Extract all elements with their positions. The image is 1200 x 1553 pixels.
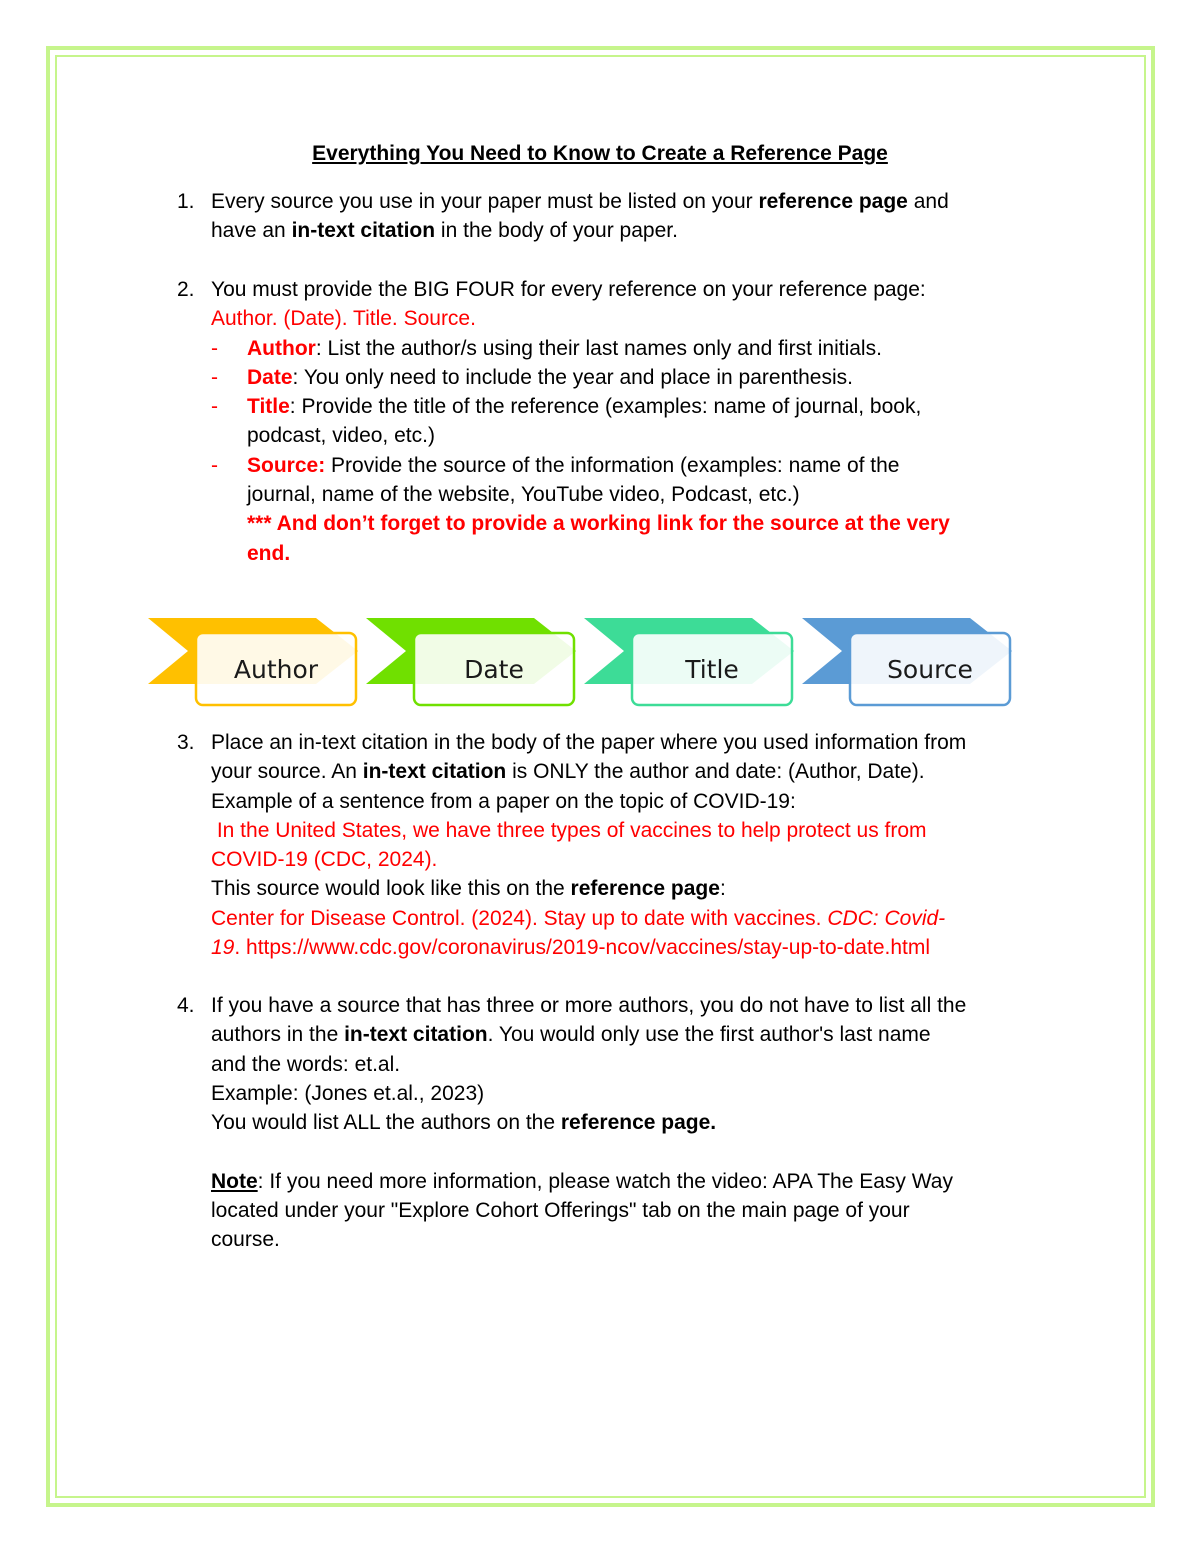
text-line: If you have a source that has three or more authors, you do not have to list all the xyxy=(211,994,967,1017)
bold-term: reference page xyxy=(758,190,908,213)
chevron-step-source xyxy=(802,618,1012,705)
text-run: have an xyxy=(211,219,292,243)
text-run: . You would only use the first author's last name xyxy=(487,1023,931,1047)
text-run: is ONLY the author and date: (Author, Date). xyxy=(506,760,925,784)
text-run: Every source you use in your paper must be listed on your xyxy=(211,190,759,213)
text-line: You must provide the BIG FOUR for every reference on your reference page: xyxy=(211,278,926,301)
example-reference-cont xyxy=(211,933,1081,962)
dash-bullet: - xyxy=(211,336,218,360)
list-number: 4. xyxy=(177,994,195,1017)
bold-term: in-text citation xyxy=(344,1023,488,1047)
text-run: : You only need to include the year and place in parenthesis. xyxy=(292,365,853,389)
page-title: Everything You Need to Know to Create a Reference Page xyxy=(312,142,888,165)
example-sentence-cont: COVID-19 (CDC, 2024). xyxy=(211,848,438,872)
note-line: located under your "Explore Cohort Offerings" tab on the main page of your xyxy=(211,1199,910,1223)
text-line xyxy=(211,757,1081,786)
example-sentence: In the United States, we have three types of vaccines to help protect us from xyxy=(211,818,927,842)
bold-term: in-text citation xyxy=(291,219,436,243)
link-warning: *** And don’t forget to provide a working link for the source at the very xyxy=(247,512,950,536)
text-line: Place an in-text citation in the body of the paper where you used information from xyxy=(211,731,967,754)
spacer xyxy=(211,1137,1081,1166)
note-label: Note xyxy=(211,1169,258,1193)
text-run: authors in the xyxy=(211,1023,345,1047)
chevron-step-author xyxy=(148,618,358,705)
bold-term: in-text citation xyxy=(362,760,507,784)
text-run: You would list ALL the authors on the xyxy=(211,1111,561,1135)
bold-term: reference page. xyxy=(560,1111,717,1135)
example-reference xyxy=(211,904,1081,933)
text-run: in the body of your paper. xyxy=(435,219,678,243)
text-run: your source. An xyxy=(211,760,363,784)
text-line: and the words: et.al. xyxy=(211,1052,401,1076)
text-run: podcast, video, etc.) xyxy=(247,424,435,448)
note-line xyxy=(211,1167,1081,1196)
bold-term: reference page xyxy=(570,877,720,901)
list-number: 3. xyxy=(177,731,195,754)
text-run: This source would look like this on the xyxy=(211,877,571,901)
text-line xyxy=(211,1108,1081,1137)
text-run: journal, name of the website, YouTube video, Podcast, etc.) xyxy=(247,483,800,507)
italic-run: 19 xyxy=(211,936,235,960)
term-title: Title xyxy=(247,395,290,419)
term-author: Author xyxy=(247,336,316,360)
text-line xyxy=(211,1020,1081,1049)
big-four-process-graphic xyxy=(0,0,1200,720)
list-number: 1. xyxy=(177,190,195,213)
list-number: 2. xyxy=(177,278,195,301)
dash-bullet: - xyxy=(211,365,218,389)
chevron-label: Source xyxy=(887,655,973,684)
italic-run: CDC: Covid- xyxy=(827,906,946,930)
chevron-label: Date xyxy=(464,655,524,684)
big-four-format: Author. (Date). Title. Source. xyxy=(211,307,476,331)
text-run: : Provide the title of the reference (examples: name of journal, book, xyxy=(289,395,922,419)
text-line: Example: (Jones et.al., 2023) xyxy=(211,1081,485,1105)
dash-bullet: - xyxy=(211,395,218,419)
dash-bullet: - xyxy=(211,453,218,477)
chevron-label: Author xyxy=(233,655,319,684)
term-date: Date xyxy=(247,365,293,389)
text-run: : If you need more information, please watch the video: APA The Easy Way xyxy=(257,1169,953,1193)
chevron-step-title xyxy=(584,618,794,705)
link-warning-cont: end. xyxy=(247,541,291,565)
reference-link: . https://www.cdc.gov/coronavirus/2019-ncov/vaccines/stay-up-to-date.html xyxy=(234,936,931,960)
text-run: : xyxy=(719,877,726,901)
text-run: : List the author/s using their last names only and first initials. xyxy=(315,336,882,360)
term-source: Source: xyxy=(247,453,326,477)
text-line xyxy=(211,874,1081,903)
text-run: Center for Disease Control. (2024). Stay up to date with vaccines. xyxy=(211,906,828,930)
text-line: Example of a sentence from a paper on the topic of COVID-19: xyxy=(211,789,796,813)
chevron-step-date xyxy=(366,618,576,705)
text-run: and xyxy=(907,190,949,213)
note-line: course. xyxy=(211,1228,280,1252)
text-run: Provide the source of the information (examples: name of the xyxy=(325,453,900,477)
chevron-label: Title xyxy=(685,655,739,684)
